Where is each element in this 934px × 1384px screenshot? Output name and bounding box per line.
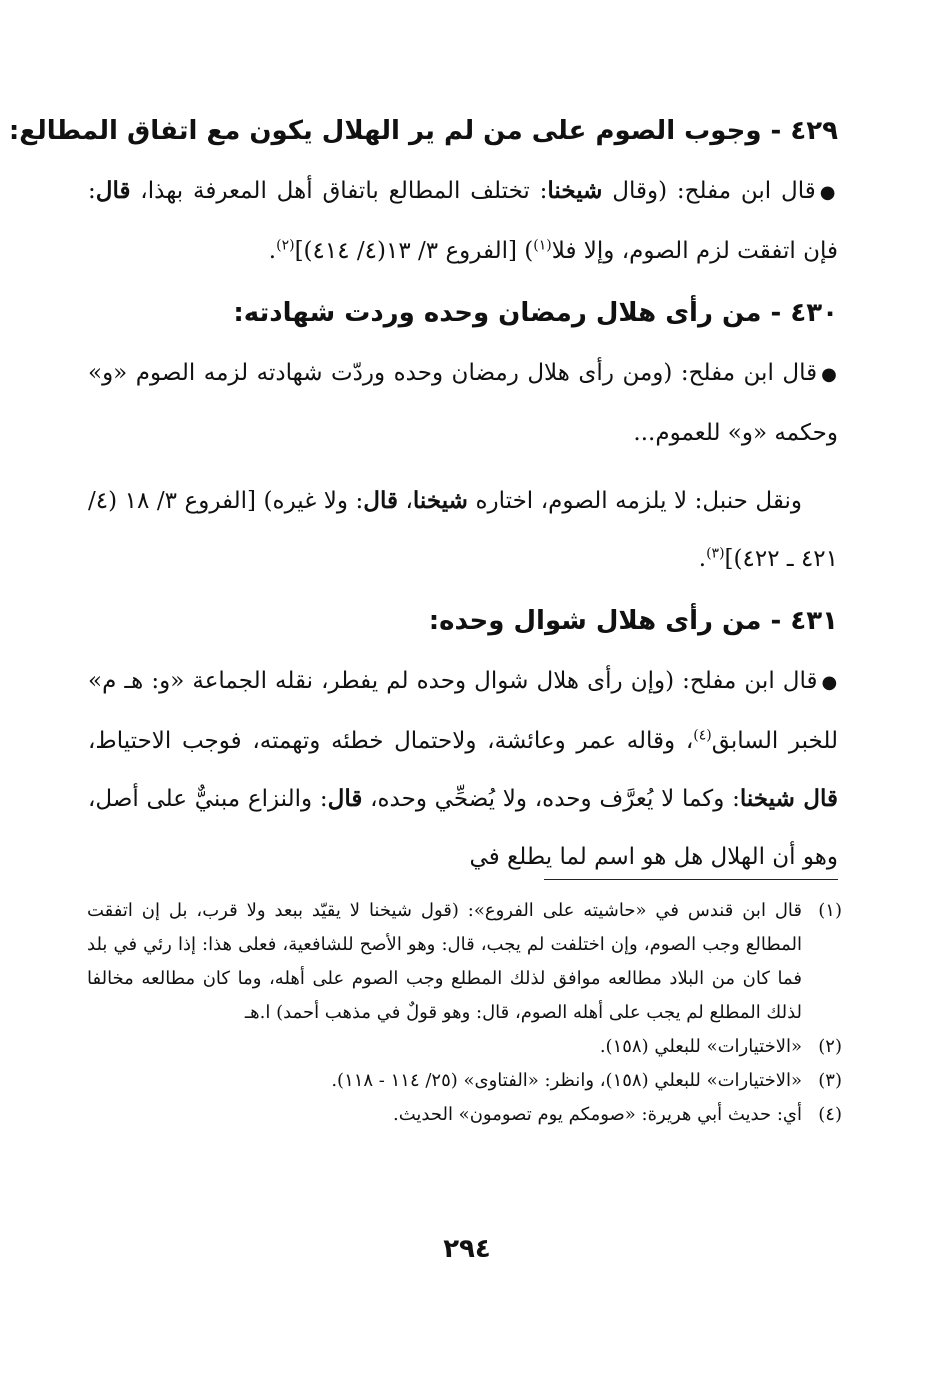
text-run: : فإن اتفقت لزم الصوم، وإلا فلا: [88, 178, 838, 264]
footnote: [87, 894, 842, 1030]
bold-text: شيخنا: [547, 177, 603, 204]
text-run: ، وقاله عمر وعائشة، ولاحتمال خطئه وتهمته، فوجب الاحتياط،: [88, 728, 694, 754]
footnote-text: «الاختيارات» للبعلي (١٥٨)، وانظر: «الفتاوى» (٢٥/ ١١٤ - ١١٨).: [331, 1070, 802, 1091]
text-run: ونقل حنبل: لا يلزمه الصوم، اختاره: [467, 488, 802, 514]
text-run: .: [698, 546, 707, 572]
bullet-icon: ●: [819, 182, 838, 203]
bold-text: قال: [327, 785, 363, 812]
bold-text: قال شيخنا: [739, 785, 839, 812]
paragraph: [88, 162, 838, 280]
footnote: [87, 1064, 842, 1098]
text-run: : والنزاع مبنيٌّ على أصل، وهو أن الهلال هل هو اسم لما يطلع في: [88, 786, 838, 870]
section-heading-429: ٤٢٩ - وجوب الصوم على من لم ير الهلال يكون مع اتفاق المطالع:: [8, 116, 838, 146]
footnote-divider: [544, 879, 838, 880]
text-run: قال ابن مفلح: (ومن رأى هلال رمضان وحده وردّت شهادته لزمه الصوم «و» وحكمه «و» للعموم...: [88, 360, 838, 446]
paragraph: [88, 472, 838, 588]
bullet-icon: ●: [821, 364, 838, 385]
text-run: قال ابن مفلح: (وإن رأى هلال شوال وحده لم يفطر، نقله الجماعة «و: هـ م» للخبر السابق: [88, 668, 838, 754]
footnote-number: (٣): [818, 1070, 842, 1091]
main-text: [8, 108, 839, 896]
bullet-icon: ●: [821, 672, 838, 693]
text-run: : ولا غيره) [الفروع ٣/ ١٨ (٤/ ٤٢١ ـ ٤٢٢)]: [88, 488, 838, 572]
footnote-ref: (٢): [276, 237, 295, 254]
footnote: [87, 1098, 842, 1132]
text-run: ،: [397, 488, 413, 514]
bold-text: قال: [95, 177, 131, 204]
page-number: ٢٩٤: [443, 1234, 491, 1264]
paragraph: [88, 344, 838, 462]
footnote-number: (٢): [818, 1036, 842, 1057]
footnote-number: (١): [818, 900, 842, 921]
text-run: ) [الفروع ٣/ ١٣(٤/ ٤١٤)]: [294, 238, 534, 264]
footnote-ref: (١): [533, 237, 552, 254]
footnote: [87, 1030, 842, 1064]
footnote-ref: (٤): [693, 727, 712, 744]
paragraph: [88, 652, 838, 886]
bold-text: شيخنا: [412, 487, 468, 514]
footnotes: [87, 894, 842, 1132]
text-run: : وكما لا يُعرَّف وحده، ولا يُضحِّي وحده،: [362, 786, 740, 812]
text-run: قال ابن مفلح: (وقال: [602, 178, 816, 204]
footnote-text: أي: حديث أبي هريرة: «صومكم يوم تصومون» الحديث.: [393, 1104, 802, 1125]
bold-text: قال: [363, 487, 398, 514]
text-run: : تختلف المطالع باتفاق أهل المعرفة بهذا،: [130, 178, 548, 204]
footnote-ref: (٣): [706, 545, 725, 562]
section-heading-431: ٤٣١ - من رأى هلال شوال وحده:: [428, 606, 838, 636]
footnote-text: قال ابن قندس في «حاشيته على الفروع»: (قول شيخنا لا يقيّد ببعد ولا قرب، بل إن اتفقت المطالع وجب الصوم، وإن اختلفت لم يجب، قال: وهو الأصح للشافعية، فعلى هذا: إذا رئي في بلد فما كان من البلاد مطالعه موافق لذلك المطلع وجب الصوم على أهله، وما كان مطالعه مخالفا لذلك المطلع لم يجب على أهله الصوم، قال: وهو قولٌ في مذهب أحمد) ا.هـ: [87, 900, 802, 1023]
footnote-text: «الاختيارات» للبعلي (١٥٨).: [599, 1036, 802, 1057]
text-run: .: [268, 238, 277, 264]
footnote-number: (٤): [818, 1104, 842, 1125]
section-heading-430: ٤٣٠ - من رأى هلال رمضان وحده وردت شهادته:: [233, 298, 838, 328]
